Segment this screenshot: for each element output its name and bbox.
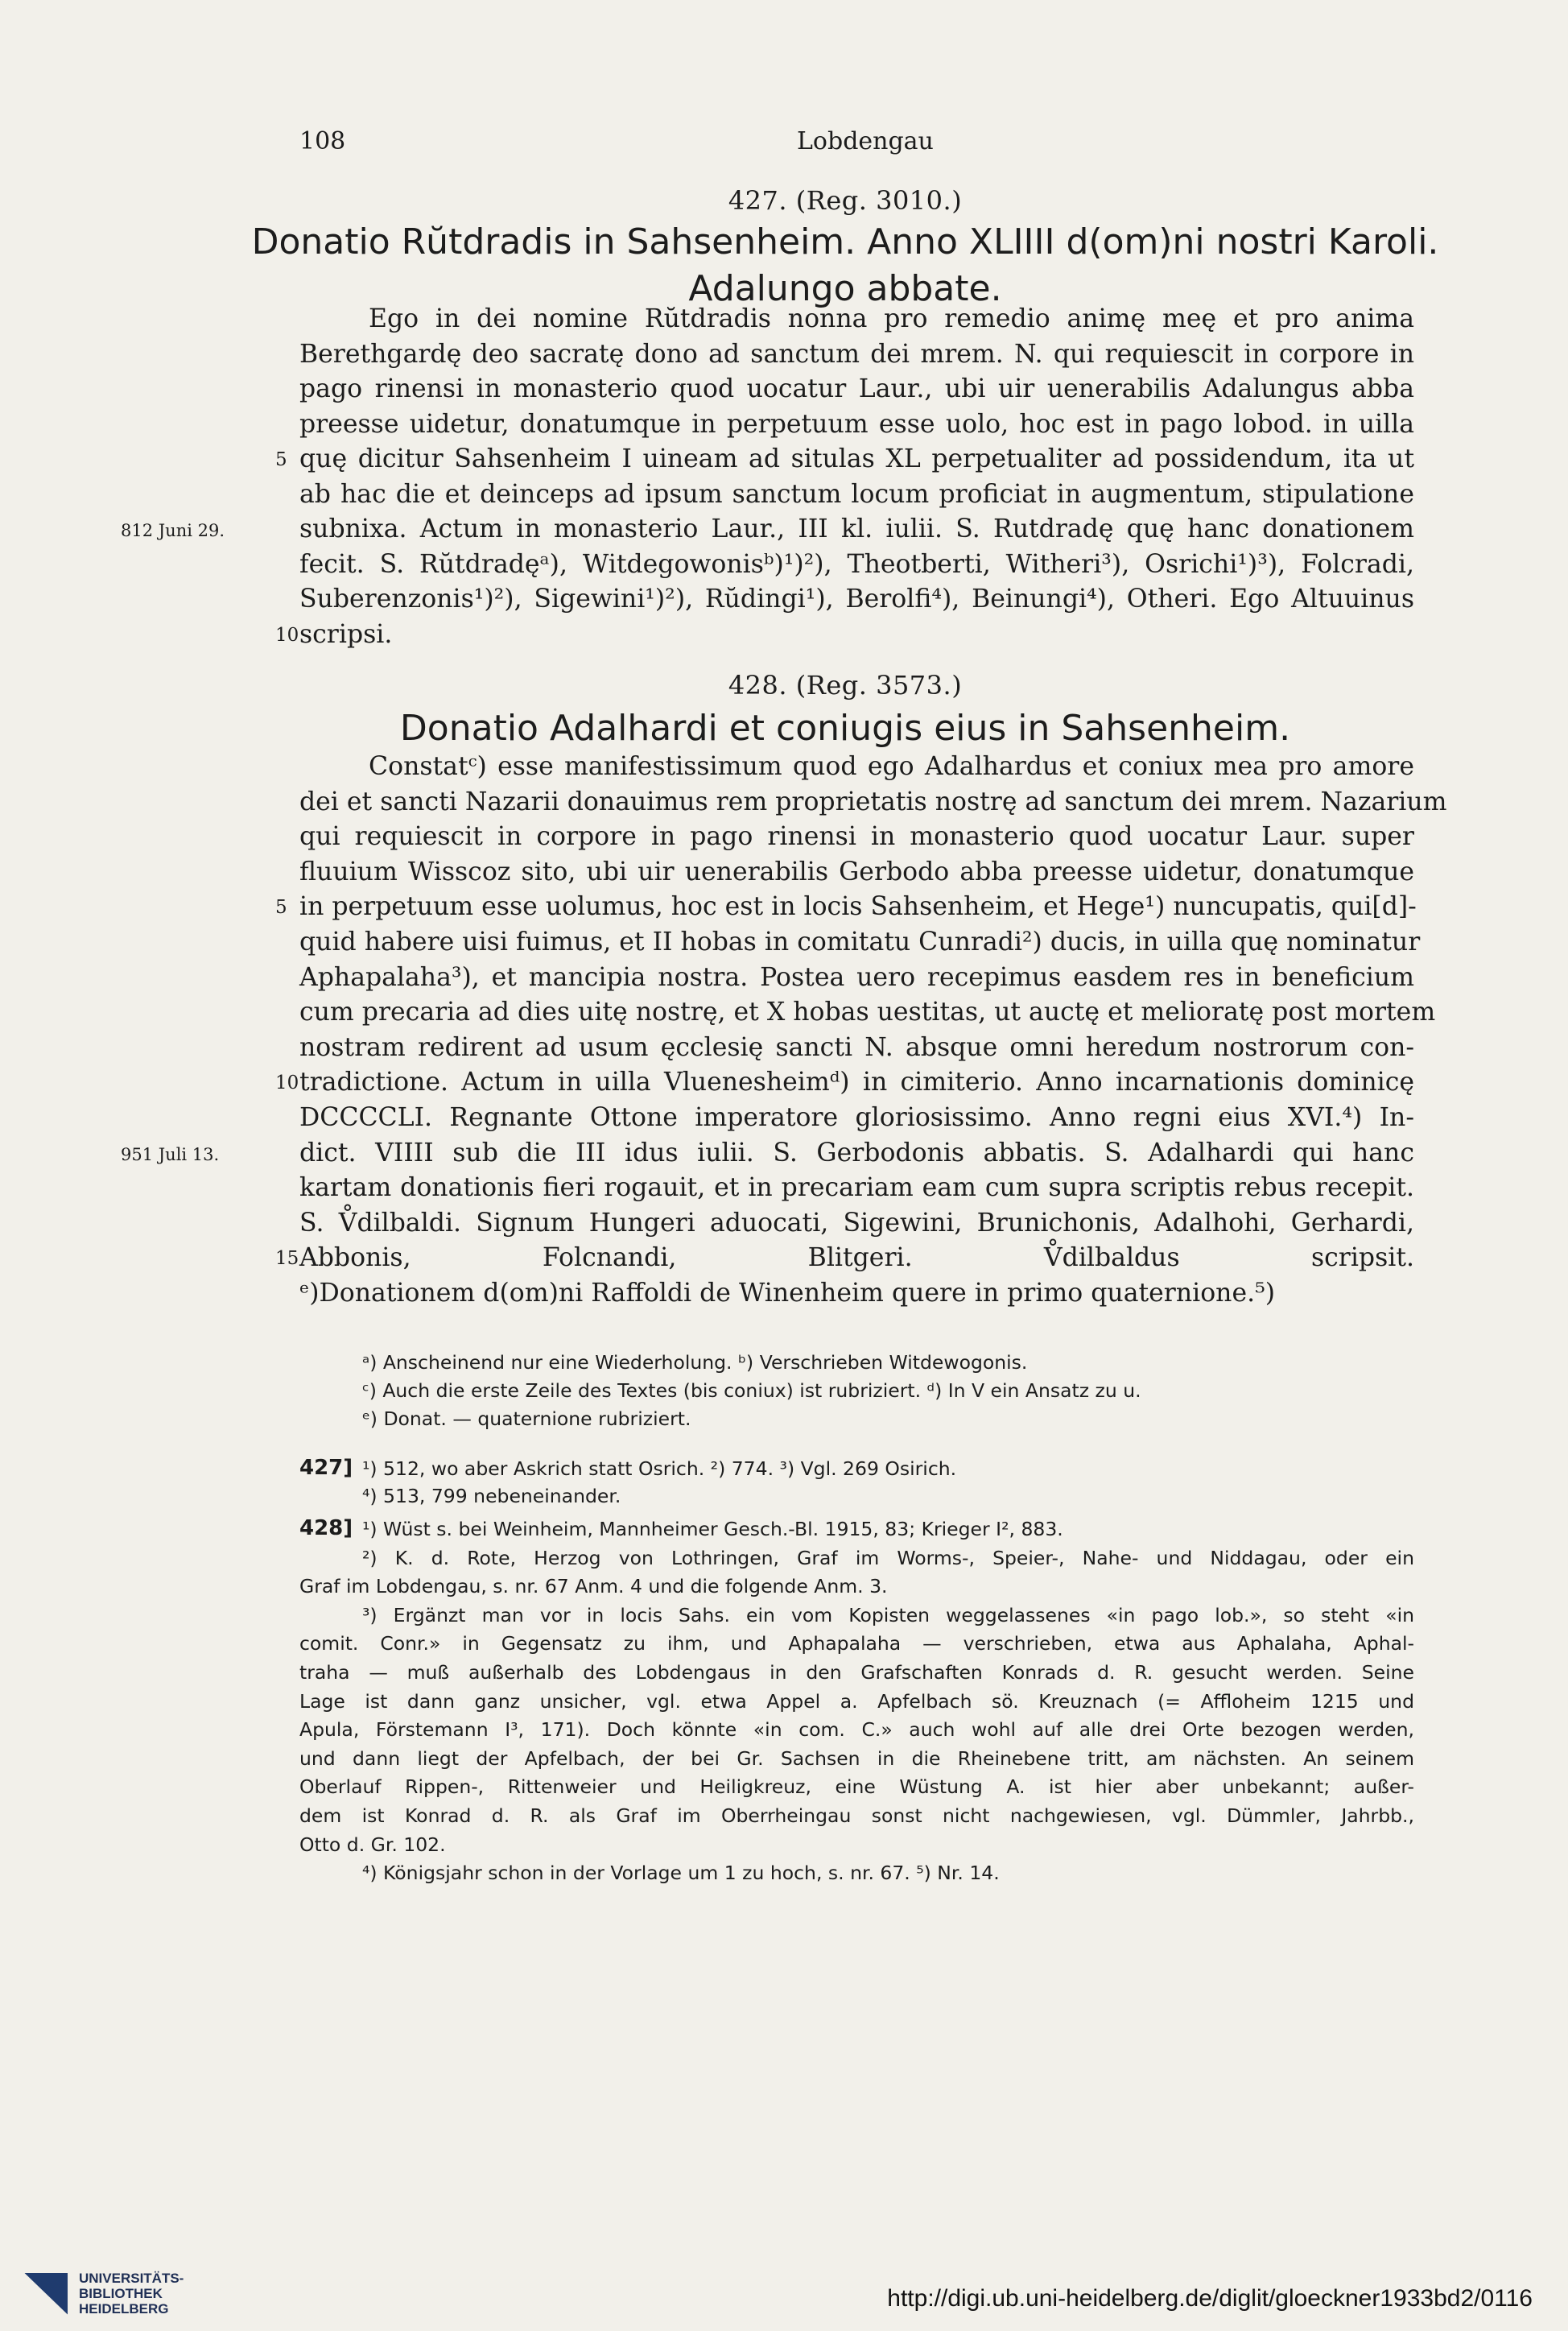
library-logo-icon (24, 2273, 68, 2315)
text-line: Constatᶜ) esse manifestissimum quod ego Adalhardus et coniux mea pro amore (369, 752, 1414, 781)
margin-date: 812 Juni 29. (121, 521, 225, 540)
text-line: Abbonis, Folcnandi, Blitgeri. V̊dilbaldus scripsit. (299, 1243, 1414, 1273)
footnote-line: Otto d. Gr. 102. (299, 1833, 446, 1856)
text-line: Berethgardę deo sacratę dono ad sanctum dei mrem. N. qui requiescit in corpore in (299, 339, 1414, 369)
footnote-line: Lage ist dann ganz unsicher, vgl. etwa Appel a. Apfelbach sö. Kreuznach (= Affloheim 1215 und (299, 1689, 1414, 1713)
library-name: UNIVERSITÄTS- BIBLIOTHEK HEIDELBERG (79, 2271, 184, 2317)
line-number: 10 (275, 624, 299, 646)
running-title: Lobdengau (797, 127, 934, 155)
text-line: Suberenzonis¹)²), Sigewini¹)²), Rŭdingi¹), Berolfi⁴), Beinungi⁴), Otheri. Ego Altuuinus (299, 585, 1414, 614)
text-line: kartam donationis fieri rogauit, et in precariam eam cum supra scriptis rebus recepit. (299, 1173, 1414, 1203)
entry-427-heading: 427. (Reg. 3010.) (728, 185, 963, 216)
text-line: Ego in dei nomine Rŭtdradis nonna pro remedio animę meę et pro anima (369, 304, 1414, 333)
notes-428-mark: 428] (299, 1516, 353, 1540)
text-line: Aphapalaha³), et mancipia nostra. Postea uero recepimus easdem res in beneficium (299, 962, 1414, 992)
footnote-line: ᶜ) Auch die erste Zeile des Textes (bis coniux) ist rubriziert. ᵈ) In V ein Ansatz zu u. (362, 1379, 1141, 1402)
footnote-line: Oberlauf Rippen-, Rittenweier und Heiligkreuz, eine Wüstung A. ist hier aber unbekannt; außer- (299, 1775, 1414, 1799)
footnote-line: ⁴) Königsjahr schon in der Vorlage um 1 zu hoch, s. nr. 67. ⁵) Nr. 14. (362, 1862, 1000, 1885)
entry-427-title-line-2: Adalungo abbate. (688, 268, 1002, 309)
footnote-line: und dann liegt der Apfelbach, der bei Gr. Sachsen in die Rheinebene tritt, am nächsten. An seinem (299, 1746, 1414, 1770)
footnote-line: ²) K. d. Rote, Herzog von Lothringen, Graf im Worms-, Speier-, Nahe- und Niddagau, oder ein (362, 1546, 1414, 1569)
text-line: dei et sancti Nazarii donauimus rem proprietatis nostrę ad sanctum dei mrem. Nazarium (299, 787, 1447, 816)
footnote-line: Graf im Lobdengau, s. nr. 67 Anm. 4 und die folgende Anm. 3. (299, 1575, 888, 1598)
footnote-line: comit. Conr.» in Gegensatz zu ihm, und Aphapalaha — verschrieben, etwa aus Aphalaha, Aphal- (299, 1632, 1414, 1655)
text-line: subnixa. Actum in monasterio Laur., III kl. iulii. S. Rutdradę quę hanc donationem (299, 515, 1414, 543)
footnote-line: Apula, Förstemann I³, 171). Doch könnte «in com. C.» auch wohl auf alle drei Orte bezogen werden, (299, 1718, 1414, 1742)
text-line: scripsi. (299, 619, 393, 649)
text-line: fluuium Wisscoz sito, ubi uir uenerabilis Gerbodo abba preesse uidetur, donatumque (299, 857, 1414, 887)
text-line: DCCCCLI. Regnante Ottone imperatore gloriosissimo. Anno regni eius XVI.⁴) In- (299, 1103, 1414, 1132)
text-line: qui requiescit in corpore in pago rinensi in monasterio quod uocatur Laur. super (299, 822, 1414, 852)
footnote-line: traha — muß außerhalb des Lobdengaus in den Grafschaften Konrads d. R. gesucht werden. Seine (299, 1661, 1414, 1684)
entry-428-title: Donatio Adalhardi et coniugis eius in Sahsenheim. (399, 708, 1291, 749)
text-line: preesse uidetur, donatumque in perpetuum esse uolo, hoc est in pago lobod. in uilla (299, 409, 1414, 439)
line-number: 15 (275, 1248, 299, 1270)
text-line: ab hac die et deinceps ad ipsum sanctum locum proficiat in augmentum, stipulatione (299, 479, 1414, 509)
line-number: 5 (275, 449, 287, 470)
library-logo (24, 2271, 184, 2317)
footnote-line: ᵉ) Donat. — quaternione rubriziert. (362, 1407, 691, 1430)
footnote-line: ⁴) 513, 799 nebeneinander. (362, 1484, 621, 1507)
line-number: 5 (275, 897, 287, 919)
notes-427-mark: 427] (299, 1456, 353, 1480)
footnote-line: ᵃ) Anscheinend nur eine Wiederholung. ᵇ) Verschrieben Witdewogonis. (362, 1351, 1028, 1374)
text-line: quid habere uisi fuimus, et II hobas in comitatu Cunradi²) ducis, in uilla quę nominatur (299, 928, 1421, 957)
footnote-line: ¹) Wüst s. bei Weinheim, Mannheimer Gesch.-Bl. 1915, 83; Krieger I², 883. (362, 1518, 1063, 1540)
source-url-link[interactable]: http://digi.ub.uni-heidelberg.de/diglit/gloeckner1933bd2/0116 (887, 2285, 1533, 2312)
text-line: in perpetuum esse uolumus, hoc est in locis Sahsenheim, et Hege¹) nuncupatis, qui[d]- (299, 892, 1417, 922)
text-line: ᵉ)Donationem d(om)ni Raffoldi de Winenheim quere in primo quaternione.⁵) (299, 1279, 1276, 1308)
footnote-line: ¹) 512, wo aber Askrich statt Osrich. ²) 774. ³) Vgl. 269 Osirich. (362, 1457, 957, 1480)
text-line: nostram redirent ad usum ęcclesię sancti N. absque omni heredum nostrorum con- (299, 1032, 1414, 1062)
line-number: 10 (275, 1073, 299, 1094)
page-number: 108 (299, 127, 346, 155)
entry-427-title-line-1: Donatio Rŭtdradis in Sahsenheim. Anno XLIIII d(om)ni nostri Karoli. (251, 221, 1439, 262)
text-line: pago rinensi in monasterio quod uocatur Laur., ubi uir uenerabilis Adalungus abba (299, 374, 1414, 403)
text-line: cum precaria ad dies uitę nostrę, et X hobas uestitas, ut auctę et melioratę post mortem (299, 998, 1436, 1027)
text-line: fecit. S. Rŭtdradęᵃ), Witdegowonisᵇ)¹)²), Theotberti, Witheri³), Osrichi¹)³), Folcradi, (299, 549, 1414, 579)
entry-428-heading: 428. (Reg. 3573.) (728, 670, 963, 701)
margin-date: 951 Juli 13. (121, 1144, 220, 1164)
text-line: tradictione. Actum in uilla Vluenesheimᵈ) in cimiterio. Anno incarnationis dominicę (299, 1068, 1414, 1097)
footnote-line: dem ist Konrad d. R. als Graf im Oberrheingau sonst nicht nachgewiesen, vgl. Dümmler, Jahrbb., (299, 1804, 1414, 1827)
footnote-line: ³) Ergänzt man vor in locis Sahs. ein vom Kopisten weggelassenes «in pago lob.», so steht «in (362, 1603, 1414, 1626)
text-line: dict. VIIII sub die III idus iulii. S. Gerbodonis abbatis. S. Adalhardi qui hanc (299, 1138, 1414, 1168)
text-line: S. V̊dilbaldi. Signum Hungeri aduocati, Sigewini, Brunichonis, Adalhohi, Gerhardi, (299, 1208, 1414, 1238)
text-line: quę dicitur Sahsenheim I uineam ad situlas XL perpetualiter ad possidendum, ita ut (299, 444, 1414, 473)
